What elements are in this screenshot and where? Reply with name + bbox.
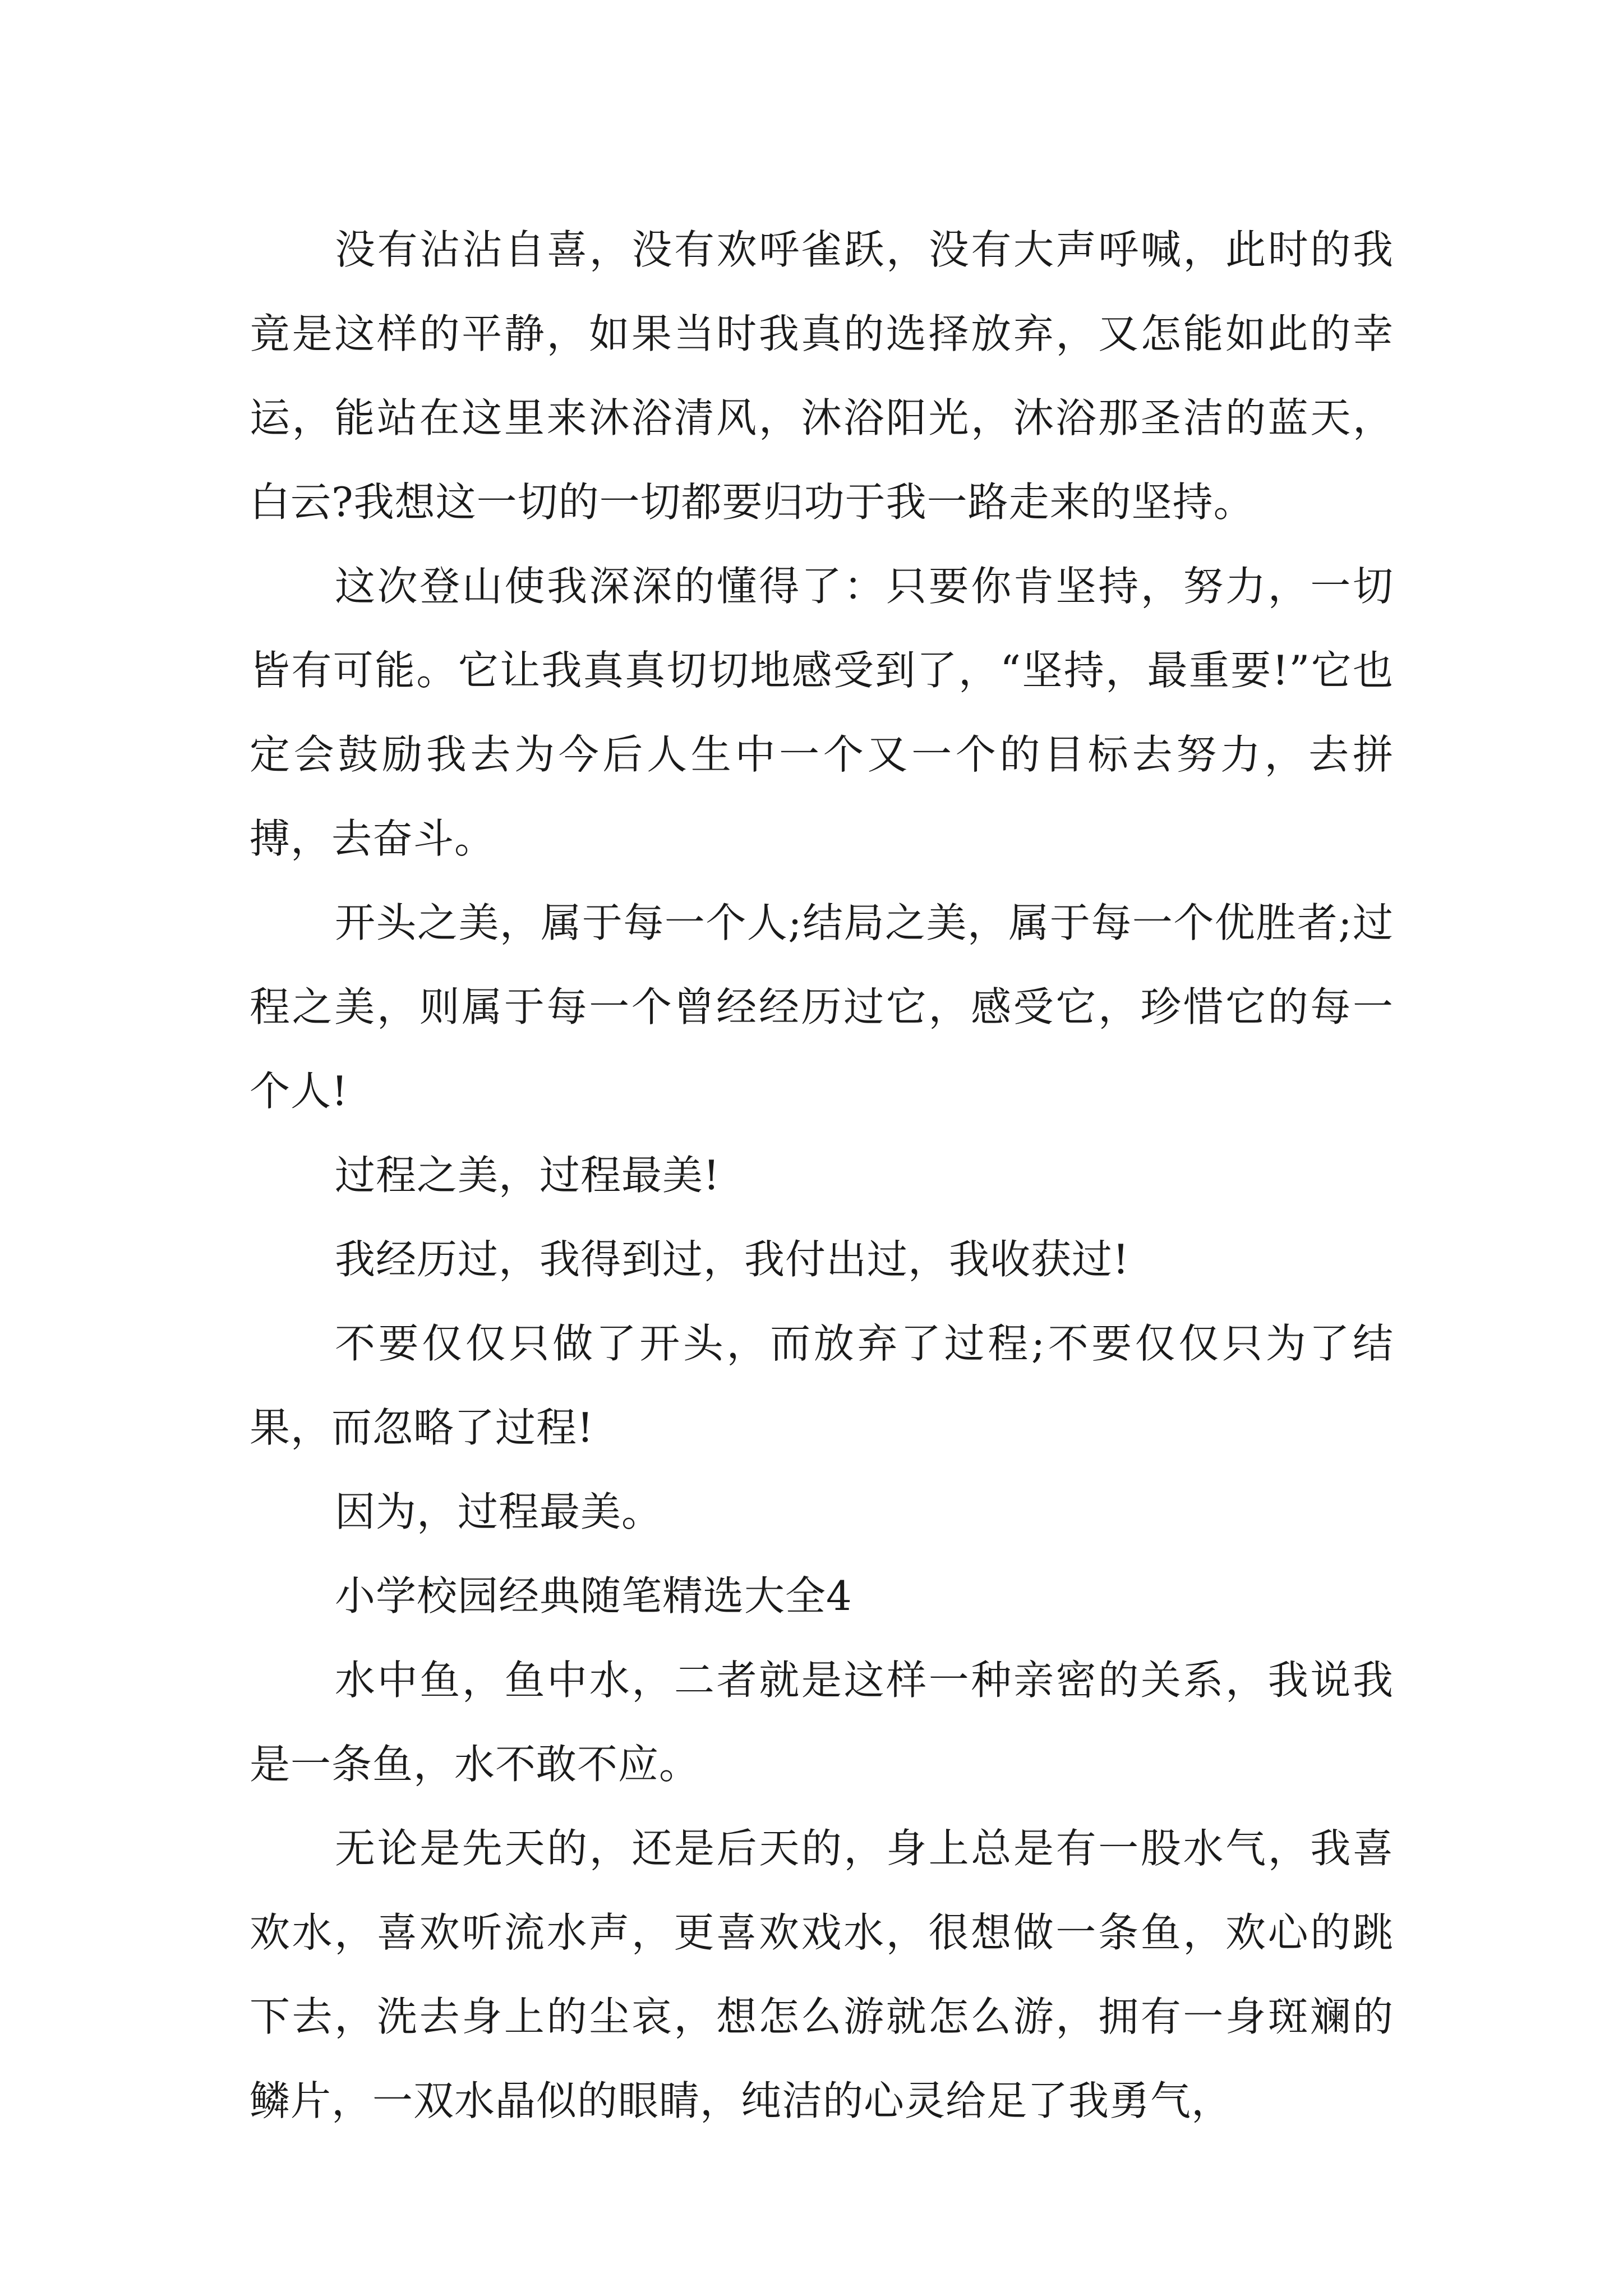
document-body xyxy=(250,208,1394,2143)
paragraph: 过程之美，过程最美! xyxy=(335,1152,720,1199)
paragraph: 水中鱼，鱼中水，二者就是这样一种亲密的关系，我说我是一条鱼，水不敢不应。 xyxy=(250,1657,1394,1788)
paragraph: 我经历过，我得到过，我付出过，我收获过! xyxy=(335,1236,1129,1283)
paragraph: 不要仅仅只做了开头，而放弃了过程;不要仅仅只为了结果，而忽略了过程! xyxy=(250,1320,1394,1451)
paragraph: 因为，过程最美。 xyxy=(335,1488,663,1535)
paragraph: 没有沾沾自喜，没有欢呼雀跃，没有大声呼喊，此时的我竟是这样的平静，如果当时我真的选择放弃，又怎能如此的幸运，能站在这里来沐浴清风，沐浴阳光，沐浴那圣洁的蓝天，白云?我想这一切的一切都要归功于我一路走来的坚持。 xyxy=(250,226,1394,526)
paragraph: 这次登山使我深深的懂得了：只要你肯坚持，努力，一切皆有可能。它让我真真切切地感受到了，“坚持，最重要!”它也定会鼓励我去为今后人生中一个又一个的目标去努力，去拼搏，去奋斗。 xyxy=(250,563,1394,862)
paragraph: 开头之美，属于每一个人;结局之美，属于每一个优胜者;过程之美，则属于每一个曾经经历过它，感受它，珍惜它的每一个人! xyxy=(250,899,1394,1115)
paragraph: 无论是先天的，还是后天的，身上总是有一股水气，我喜欢水，喜欢听流水声，更喜欢戏水，很想做一条鱼，欢心的跳下去，洗去身上的尘哀，想怎么游就怎么游，拥有一身斑斓的鳞片，一双水晶似的眼睛，纯洁的心灵给足了我勇气， xyxy=(250,1825,1394,2124)
section-heading: 小学校园经典随笔精选大全4 xyxy=(335,1572,852,1619)
